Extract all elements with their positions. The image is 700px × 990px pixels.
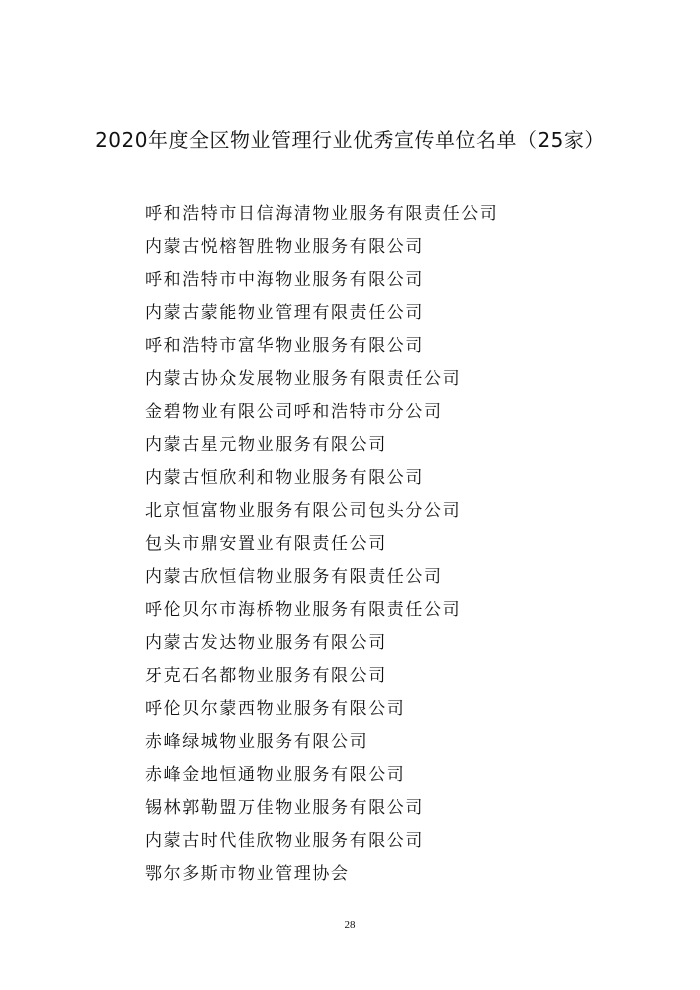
company-list-item: 内蒙古星元物业服务有限公司	[145, 435, 387, 455]
company-list-item: 内蒙古发达物业服务有限公司	[145, 633, 387, 653]
page-number: 28	[344, 919, 356, 931]
company-list-item: 呼伦贝尔市海桥物业服务有限责任公司	[145, 600, 462, 620]
company-list-item: 呼和浩特市富华物业服务有限公司	[145, 336, 424, 356]
company-list-item: 内蒙古时代佳欣物业服务有限公司	[145, 831, 424, 851]
company-list-item: 呼伦贝尔蒙西物业服务有限公司	[145, 699, 406, 719]
company-list-item: 内蒙古悦榕智胜物业服务有限公司	[145, 237, 424, 257]
company-list-item: 北京恒富物业服务有限公司包头分公司	[145, 501, 462, 521]
company-list-item: 金碧物业有限公司呼和浩特市分公司	[145, 402, 443, 422]
company-list-item: 呼和浩特市日信海清物业服务有限责任公司	[145, 204, 499, 224]
company-list	[145, 200, 498, 893]
company-list-item: 赤峰金地恒通物业服务有限公司	[145, 765, 406, 785]
company-list-item: 牙克石名都物业服务有限公司	[145, 666, 387, 686]
company-list-item: 鄂尔多斯市物业管理协会	[145, 864, 350, 884]
document-title: 2020年度全区物业管理行业优秀宣传单位名单（25家）	[95, 128, 605, 152]
company-list-item: 内蒙古协众发展物业服务有限责任公司	[145, 369, 462, 389]
company-list-item: 内蒙古欣恒信物业服务有限责任公司	[145, 567, 443, 587]
company-list-item: 内蒙古恒欣利和物业服务有限公司	[145, 468, 424, 488]
company-list-item: 内蒙古蒙能物业管理有限责任公司	[145, 303, 424, 323]
company-list-item: 包头市鼎安置业有限责任公司	[145, 534, 387, 554]
company-list-item: 赤峰绿城物业服务有限公司	[145, 732, 369, 752]
company-list-item: 呼和浩特市中海物业服务有限公司	[145, 270, 424, 290]
company-list-item: 锡林郭勒盟万佳物业服务有限公司	[145, 798, 424, 818]
